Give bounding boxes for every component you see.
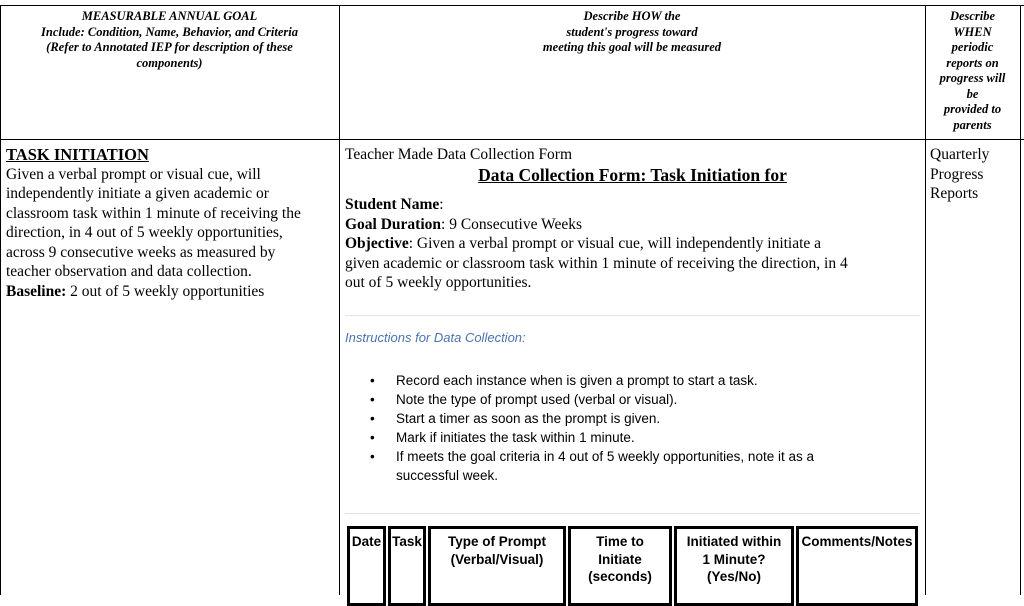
goal-duration-label: Goal Duration: [345, 215, 442, 233]
table-border-top: [0, 5, 1024, 6]
section-divider: [345, 513, 920, 514]
list-item: [370, 371, 910, 390]
column-header-comments: [796, 526, 918, 606]
list-item-text: Mark if initiates the task within 1 minute.: [396, 430, 635, 445]
header-line: parents: [953, 117, 992, 132]
header-how-measured: [339, 9, 925, 56]
column-divider-1: [339, 5, 340, 595]
header-line: be: [966, 86, 979, 101]
student-name: [345, 195, 920, 215]
header-line: Describe HOW the: [583, 9, 681, 23]
report-line: Progress: [930, 165, 984, 183]
column-header-text: 1 Minute?: [702, 551, 766, 567]
bullet-icon: •: [370, 430, 375, 445]
objective-label: Objective: [345, 235, 409, 252]
header-line: progress will: [939, 71, 1006, 85]
header-measurable-goal: [0, 9, 339, 71]
objective: [345, 234, 920, 254]
baseline-label: Baseline:: [6, 282, 67, 300]
column-header-text: Task: [392, 534, 422, 549]
header-line: Describe: [949, 9, 996, 23]
column-header-prompt-type: [428, 526, 566, 606]
goal-line: independently initiate a given academic or: [6, 185, 269, 202]
list-item: [370, 409, 910, 428]
bullet-icon: •: [370, 411, 375, 426]
header-line: periodic: [951, 40, 994, 54]
bullet-icon: •: [370, 392, 375, 407]
table-border-right: [1020, 5, 1021, 595]
column-header-date: [347, 526, 386, 606]
instructions-list: [370, 371, 910, 485]
column-header-initiated-within: [674, 526, 794, 606]
report-line: Quarterly: [930, 146, 990, 163]
header-line: provided to: [943, 102, 1002, 116]
header-line: student's progress toward: [566, 24, 698, 39]
column-header-text: Date: [351, 534, 382, 549]
column-header-text: (Yes/No): [706, 569, 761, 584]
list-item-text: Record each instance when is given a prompt to start a task.: [396, 373, 758, 388]
form-title: Data Collection Form: Task Initiation for: [478, 164, 787, 185]
column-header-text: Initiate: [598, 551, 642, 567]
form-intro: Teacher Made Data Collection Form: [345, 146, 573, 163]
column-header-text: (Verbal/Visual): [450, 551, 544, 567]
baseline: [6, 282, 336, 302]
column-header-time-to-initiate: [568, 526, 672, 606]
student-name-label: Student Name: [345, 196, 440, 213]
header-line: (Refer to Annotated IEP for description of these: [46, 40, 293, 54]
list-item-text: Note the type of prompt used (verbal or visual).: [396, 392, 678, 407]
objective-line: given academic or classroom task within 1 minute of receiving the direction, in 4: [345, 254, 848, 272]
objective-line: out of 5 weekly opportunities.: [345, 274, 532, 291]
column-header-task: [388, 526, 426, 606]
table-border-left: [0, 5, 1, 595]
goal-duration: [345, 215, 920, 235]
column-header-text: Type of Prompt: [447, 534, 546, 549]
list-item-continued: [370, 466, 910, 485]
report-schedule-cell: [930, 145, 1022, 204]
goal-cell: [6, 145, 336, 301]
goal-line: across 9 consecutive weeks as measured by: [6, 243, 276, 261]
goal-line: teacher observation and data collection.: [6, 263, 252, 280]
goal-duration-value: : 9 Consecutive Weeks: [441, 215, 582, 233]
list-item: [370, 390, 910, 409]
header-line: WHEN: [953, 24, 992, 39]
list-item-text: If meets the goal criteria in 4 out of 5 weekly opportunities, note it as a: [396, 449, 814, 464]
list-item-text: successful week.: [396, 468, 499, 483]
instructions-heading: Instructions for Data Collection:: [345, 330, 526, 345]
list-item: [370, 428, 910, 447]
header-line: MEASURABLE ANNUAL GOAL: [81, 9, 258, 23]
goal-line: classroom task within 1 minute of receiving the: [6, 204, 301, 222]
objective-line: : Given a verbal prompt or visual cue, will independently initiate a: [408, 235, 822, 252]
bullet-icon: •: [370, 373, 375, 388]
header-line: reports on: [946, 55, 999, 70]
column-header-text: (seconds): [588, 569, 652, 584]
header-when-reported: [925, 9, 1020, 133]
header-divider: [0, 139, 1024, 140]
student-name-value: :: [439, 196, 444, 213]
bullet-icon: •: [370, 449, 375, 464]
goal-line: Given a verbal prompt or visual cue, will: [6, 165, 261, 183]
header-line: components): [136, 55, 203, 70]
header-line: Include: Condition, Name, Behavior, and Criteria: [41, 24, 298, 39]
column-header-text: Time to: [596, 534, 644, 549]
column-header-text: Comments/Notes: [801, 534, 913, 549]
report-line: Reports: [930, 185, 979, 202]
goal-line: direction, in 4 out of 5 weekly opportunities,: [6, 224, 283, 241]
baseline-value: 2 out of 5 weekly opportunities: [66, 282, 265, 300]
header-line: meeting this goal will be measured: [542, 40, 722, 54]
column-header-text: Initiated within: [686, 534, 782, 549]
measurement-cell: [345, 145, 920, 293]
section-divider: [345, 315, 920, 316]
list-item: [370, 447, 910, 466]
list-item-text: Start a timer as soon as the prompt is given.: [396, 411, 661, 426]
goal-title: TASK INITIATION: [6, 145, 149, 164]
